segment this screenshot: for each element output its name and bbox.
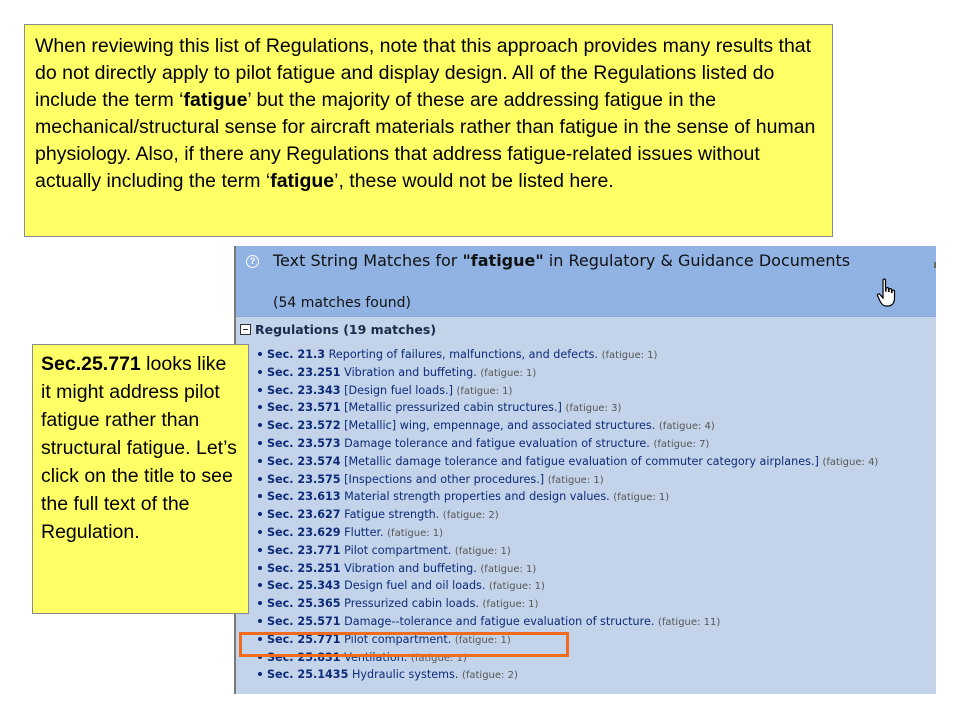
match-count-badge: (fatigue: 2) — [442, 510, 499, 522]
hand-pointer-icon — [876, 278, 898, 308]
match-count-badge: (fatigue: 1) — [454, 545, 511, 557]
regulation-item[interactable] — [258, 667, 928, 685]
hint-text: Sec.25.771 looks like it might address pilot fatigue rather than structural fatigue. Let’s click on the title to see the full text of the Regulation. — [41, 353, 237, 543]
match-count-badge: (fatigue: 1) — [480, 563, 537, 575]
regulation-item[interactable] — [258, 365, 928, 383]
regulation-title-link[interactable]: Damage tolerance and fatigue evaluation of structure. — [344, 436, 650, 450]
match-count-badge: (fatigue: 1) — [456, 385, 513, 397]
regulation-section-number[interactable]: Sec. 25.831 — [267, 650, 341, 664]
match-count-badge: (fatigue: 1) — [480, 367, 537, 379]
regulation-title-link[interactable]: Pressurized cabin loads. — [344, 597, 479, 611]
scrollbar-mark — [934, 262, 936, 268]
regulation-section-number[interactable]: Sec. 25.365 — [267, 597, 341, 611]
search-results-panel — [234, 246, 936, 694]
bullet-dot-icon — [258, 566, 262, 570]
regulation-section-number[interactable]: Sec. 23.629 — [267, 525, 341, 539]
bullet-dot-icon — [258, 423, 262, 427]
bullet-dot-icon — [258, 477, 262, 481]
regulation-title-link[interactable]: Vibration and buffeting. — [344, 561, 477, 575]
help-circle-icon[interactable]: ? — [246, 255, 259, 268]
regulation-section-number[interactable]: Sec. 23.572 — [267, 419, 341, 433]
regulation-item[interactable] — [258, 525, 928, 543]
match-count-badge: (fatigue: 1) — [410, 652, 467, 664]
match-count-badge: (fatigue: 3) — [565, 403, 622, 415]
bullet-dot-icon — [258, 619, 262, 623]
bullet-dot-icon — [258, 494, 262, 498]
regulation-title-link[interactable]: [Design fuel loads.] — [344, 383, 453, 397]
regulation-title-link[interactable]: Hydraulic systems. — [351, 668, 459, 682]
explanation-callout — [24, 24, 833, 237]
regulation-title-link[interactable]: Design fuel and oil loads. — [344, 579, 486, 593]
regulation-section-number[interactable]: Sec. 25.1435 — [267, 668, 349, 682]
regulation-title-link[interactable]: [Metallic pressurized cabin structures.] — [344, 401, 562, 415]
regulation-section-number[interactable]: Sec. 25.571 — [267, 614, 341, 628]
regulation-section-number[interactable]: Sec. 23.251 — [267, 365, 341, 379]
regulation-title-link[interactable]: Damage--tolerance and fatigue evaluation of structure. — [344, 614, 655, 628]
regulation-item[interactable] — [258, 578, 928, 596]
match-count: (54 matches found) — [273, 295, 411, 311]
bullet-dot-icon — [258, 352, 262, 356]
regulation-item[interactable] — [258, 400, 928, 418]
regulation-title-link[interactable]: [Metallic damage tolerance and fatigue evaluation of commuter category airplanes.] — [344, 454, 819, 468]
regulation-item[interactable] — [258, 347, 928, 365]
regulation-title-link[interactable]: Pilot compartment. — [344, 543, 452, 557]
collapse-minus-icon[interactable] — [240, 324, 251, 335]
regulation-section-number[interactable]: Sec. 23.771 — [267, 543, 341, 557]
regulation-item[interactable] — [258, 418, 928, 436]
bullet-dot-icon — [258, 459, 262, 463]
highlight-sec-25-771 — [239, 632, 569, 657]
regulation-section-number[interactable]: Sec. 23.574 — [267, 454, 341, 468]
regulation-item[interactable] — [258, 454, 928, 472]
regulation-item[interactable] — [258, 472, 928, 490]
regulation-title-link[interactable]: Flutter. — [344, 525, 384, 539]
results-header — [236, 246, 936, 317]
regulation-item[interactable] — [258, 614, 928, 632]
regulation-section-number[interactable]: Sec. 23.573 — [267, 436, 341, 450]
match-count-badge: (fatigue: 4) — [658, 421, 715, 433]
match-count-badge: (fatigue: 7) — [653, 438, 710, 450]
bullet-dot-icon — [258, 530, 262, 534]
hint-callout — [32, 344, 249, 614]
regulation-title-link[interactable]: Fatigue strength. — [344, 508, 440, 522]
regulation-section-number[interactable]: Sec. 25.771 — [267, 632, 341, 646]
regulation-item[interactable] — [258, 507, 928, 525]
regulation-item[interactable] — [258, 436, 928, 454]
match-count-badge: (fatigue: 4) — [822, 456, 879, 468]
regulations-section-toggle[interactable]: Regulations (19 matches) — [240, 322, 436, 337]
regulation-title-link[interactable]: [Metallic] wing, empennage, and associated structures. — [344, 419, 656, 433]
bullet-dot-icon — [258, 405, 262, 409]
regulation-title-link[interactable]: Material strength properties and design values. — [344, 490, 610, 504]
bullet-dot-icon — [258, 672, 262, 676]
regulation-item[interactable] — [258, 383, 928, 401]
regulation-section-number[interactable]: Sec. 21.3 — [267, 348, 326, 361]
match-count-badge: (fatigue: 1) — [387, 527, 444, 539]
bullet-dot-icon — [258, 441, 262, 445]
bullet-dot-icon — [258, 388, 262, 392]
regulation-item[interactable] — [258, 489, 928, 507]
regulation-section-number[interactable]: Sec. 25.343 — [267, 579, 341, 593]
bullet-dot-icon — [258, 512, 262, 516]
match-count-badge: (fatigue: 1) — [489, 581, 545, 593]
match-count-badge: (fatigue: 1) — [547, 474, 604, 486]
regulation-title-link[interactable]: Pilot compartment. — [344, 632, 452, 646]
regulation-title-link[interactable]: [Inspections and other procedures.] — [344, 472, 545, 486]
regulation-section-number[interactable]: Sec. 23.571 — [267, 401, 341, 415]
match-count-badge: (fatigue: 1) — [454, 634, 511, 646]
regulation-section-number[interactable]: Sec. 25.251 — [267, 561, 341, 575]
match-count-badge: (fatigue: 2) — [461, 670, 518, 682]
bullet-dot-icon — [258, 601, 262, 605]
explanation-text: When reviewing this list of Regulations, note that this approach provides many results that do not directly apply to pilot fatigue and display design. All of the Regulations listed do include the term ‘fatigue’ but the majority of these are addressing fatigue in the mechanical/structural sense for aircraft materials rather than fatigue in the sense of human physiology. Also, if there any Regulations that address fatigue-related issues without actually including the term ‘fatigue’, these would not be listed here. — [35, 35, 816, 192]
regulation-section-number[interactable]: Sec. 23.627 — [267, 508, 341, 522]
regulation-item[interactable] — [258, 543, 928, 561]
match-count-badge: (fatigue: 1) — [482, 599, 539, 611]
regulation-title-link[interactable]: Vibration and buffeting. — [344, 365, 477, 379]
bullet-dot-icon — [258, 370, 262, 374]
match-count-badge: (fatigue: 1) — [613, 492, 670, 504]
regulation-section-number[interactable]: Sec. 23.575 — [267, 472, 341, 486]
match-count-badge: (fatigue: 1) — [601, 350, 658, 361]
regulation-item[interactable] — [258, 596, 928, 614]
regulation-title-link[interactable]: Ventilation. — [344, 650, 408, 664]
regulation-section-number[interactable]: Sec. 23.613 — [267, 490, 341, 504]
bullet-dot-icon — [258, 583, 262, 587]
results-title: Text String Matches for "fatigue" in Regulatory & Guidance Documents — [273, 251, 851, 270]
bullet-dot-icon — [258, 548, 262, 552]
regulation-section-number[interactable]: Sec. 23.343 — [267, 383, 341, 397]
regulation-item[interactable] — [258, 561, 928, 579]
regulation-title-link[interactable]: Reporting of failures, malfunctions, and defects. — [328, 348, 598, 361]
match-count-badge: (fatigue: 11) — [657, 616, 721, 628]
